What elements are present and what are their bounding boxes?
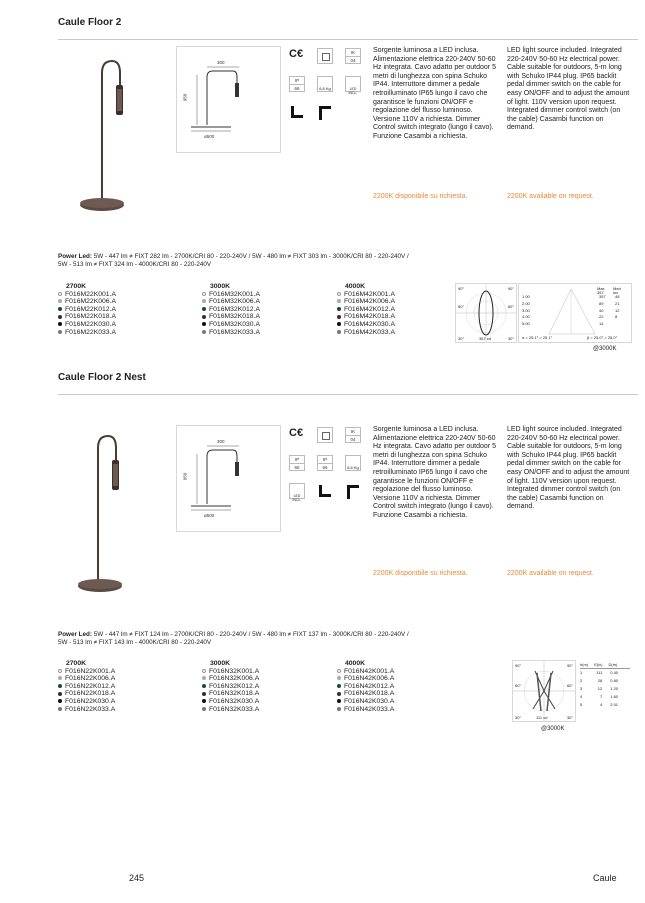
note-english: 2200K available on request.	[507, 570, 594, 577]
code-row: F016M22K030.A	[58, 321, 116, 329]
code-row: F016N32K006.A	[202, 675, 259, 683]
gray-swatch-icon	[58, 707, 62, 711]
dimension-drawing	[177, 426, 280, 531]
weight-icon: 6,8 Kg	[345, 455, 361, 471]
white-swatch-icon	[202, 669, 206, 673]
white-swatch-icon	[58, 292, 62, 296]
light-gray-swatch-icon	[202, 299, 206, 303]
table-max: 357 89 40 22 14	[599, 294, 606, 327]
certification-icons	[289, 427, 361, 527]
code-row: F016M32K018.A	[202, 313, 260, 321]
codes-column-2700k	[58, 283, 116, 336]
description-english: LED light source included. Integrated 220-240V 50-60 Hz electrical power. Cable suitable for outdoors, 5-m long with Schuko IP44 plug. IP65 backlit pedal dimmer switch on the cable for easy ON/OFF and to adjust the amount of light. 110V version upon request. Integrated dimmer control switch (on the cable) Casambi function on demand.	[507, 47, 630, 132]
table-heights: 1.00 2.00 3.00 4.00 5.00	[522, 294, 530, 327]
height-dimension: 950	[182, 472, 188, 481]
green-swatch-icon	[337, 684, 341, 688]
technical-drawing	[176, 46, 281, 153]
product-photo	[60, 430, 150, 600]
green-swatch-icon	[202, 307, 206, 311]
description-english: LED light source included. Integrated 220-240V 50-60 Hz electrical power. Cable suitable for outdoors, 5-m long with Schuko IP44 plug. IP65 backlit pedal dimmer switch on the cable for easy ON/OFF and to adjust the amount of light. 110V version upon request. Integrated dimmer control switch (on the cable) Casambi function on demand.	[507, 426, 630, 511]
power-line-1: 5W - 447 lm ≠ FIXT 282 lm - 2700K/CRI 80 - 220-240V / 5W - 480 lm ≠ FIXT 303 lm - 3000K/CRI 80 - 220-240V /	[91, 253, 409, 260]
weight-icon: 6,8 Kg	[317, 76, 333, 92]
code-row: F016M32K001.A	[202, 291, 260, 299]
brown-swatch-icon	[202, 692, 206, 696]
ik-rating-icon: IK 04	[345, 427, 361, 443]
floor-mount-icon	[317, 485, 331, 499]
led-icon: LED INCL.	[345, 76, 361, 92]
column-header: 3000K	[210, 283, 231, 290]
code-row: F016N22K030.A	[58, 698, 115, 706]
product-title: Caule Floor 2	[58, 17, 122, 28]
wall-mount-icon	[345, 485, 359, 499]
column-header: 4000K	[345, 283, 366, 290]
power-led-info	[58, 253, 638, 269]
code-row: F016M42K018.A	[337, 313, 395, 321]
light-gray-swatch-icon	[58, 299, 62, 303]
code-row: F016M22K018.A	[58, 313, 116, 321]
ik-rating-icon: IK 04	[345, 48, 361, 64]
code-row: F016N42K033.A	[337, 706, 394, 714]
power-label: Power Led:	[58, 253, 92, 260]
white-swatch-icon	[58, 669, 62, 673]
power-line-2: 5W - 513 lm ≠ FIXT 324 lm - 4000K/CRI 80 - 220-240V	[58, 261, 212, 268]
light-gray-swatch-icon	[58, 676, 62, 680]
height-dimension: 950	[182, 93, 188, 102]
code-row: F016M22K001.A	[58, 291, 116, 299]
green-swatch-icon	[58, 307, 62, 311]
description-italian: Sorgente luminosa a LED inclusa. Alimentazione elettrica 220-240V 50-60 Hz integrata. Cavo adatto per outdoor 5 metri di lunghezza con spina Schuko IP44. Interruttore dimmer a pedale retroilluminato IP65 lungo il cavo che garantisce le funzioni ON/OFF e regolazione del flusso luminoso. Versione 110V a richiesta. Dimmer Control switch integrato (lungo il cavo). Funzione Casambi a richiesta.	[373, 47, 496, 140]
code-row: F016N42K001.A	[337, 668, 394, 676]
code-row: F016M32K012.A	[202, 306, 260, 314]
black-swatch-icon	[202, 699, 206, 703]
photometric-label: @3000K	[593, 346, 617, 352]
code-row: F016N32K033.A	[202, 706, 259, 714]
light-gray-swatch-icon	[337, 299, 341, 303]
gray-swatch-icon	[202, 707, 206, 711]
code-row: F016M22K033.A	[58, 329, 116, 337]
ce-mark-icon: C€	[289, 48, 304, 60]
light-gray-swatch-icon	[337, 676, 341, 680]
ip-rating-icon: IP 66	[289, 76, 305, 92]
codes-column-4000k	[337, 660, 394, 713]
code-row: F016M22K012.A	[58, 306, 116, 314]
candela-value: 111 cd	[536, 715, 548, 720]
code-row: F016N42K030.A	[337, 698, 394, 706]
page-number: 245	[129, 873, 145, 883]
brown-swatch-icon	[58, 692, 62, 696]
section-name: Caule	[593, 873, 617, 883]
code-row: F016N32K001.A	[202, 668, 259, 676]
ce-mark-icon: C€	[289, 427, 304, 439]
code-row: F016N22K006.A	[58, 675, 115, 683]
codes-column-3000k	[202, 660, 259, 713]
code-row: F016N42K006.A	[337, 675, 394, 683]
codes-column-4000k	[337, 283, 395, 336]
illuminance-table: Max Med 357 lux 1.00 2.00 3.00 4.00 5.00 357 89 40 22 14 48 21 12 8 α = 25.1° = 25.1° β = 25.0° = 25.0°	[518, 283, 632, 343]
light-gray-swatch-icon	[202, 676, 206, 680]
column-header: 2700K	[66, 283, 87, 290]
green-swatch-icon	[337, 307, 341, 311]
column-header: 2700K	[66, 660, 87, 667]
certification-icons	[289, 48, 361, 128]
title-divider	[58, 394, 638, 395]
code-row: F016N32K018.A	[202, 690, 259, 698]
title-divider	[58, 39, 638, 40]
class-ii-icon	[317, 427, 333, 443]
wall-mount-icon	[317, 106, 331, 120]
ip-rating-icon-2: IP 66	[317, 455, 333, 471]
brown-swatch-icon	[58, 315, 62, 319]
width-dimension: 300	[217, 439, 225, 444]
led-icon: LED INCL.	[289, 483, 305, 499]
illuminance-table: h(m) E(lx) D(m) 1 2 3 4 5 111 28 12 7 4 0.40 0.80 1.20 1.60 2.01	[580, 662, 630, 709]
black-swatch-icon	[202, 322, 206, 326]
base-dimension: ø500	[204, 134, 215, 139]
code-row: F016N32K030.A	[202, 698, 259, 706]
code-row: F016N42K018.A	[337, 690, 394, 698]
technical-drawing	[176, 425, 281, 532]
ip-rating-icon: IP 65	[289, 455, 305, 471]
polar-curve-graphic	[513, 661, 575, 721]
column-header: 4000K	[345, 660, 366, 667]
brown-swatch-icon	[337, 692, 341, 696]
width-dimension: 300	[217, 60, 225, 65]
table-med: 48 21 12 8	[615, 294, 620, 320]
code-row: F016N32K012.A	[202, 683, 259, 691]
floor-mount-icon	[289, 106, 303, 120]
power-label: Power Led:	[58, 631, 92, 638]
note-italian: 2200K disponibile su richiesta.	[373, 570, 468, 577]
dimension-drawing	[177, 47, 280, 152]
black-swatch-icon	[58, 699, 62, 703]
product-photo	[60, 55, 150, 215]
code-row: F016N22K012.A	[58, 683, 115, 691]
code-row: F016M32K033.A	[202, 329, 260, 337]
code-row: F016N22K018.A	[58, 690, 115, 698]
code-row: F016N42K012.A	[337, 683, 394, 691]
code-row: F016M32K006.A	[202, 298, 260, 306]
column-header: 3000K	[210, 660, 231, 667]
green-swatch-icon	[58, 684, 62, 688]
code-row: F016N22K033.A	[58, 706, 115, 714]
polar-diagram: 90° 90° 60° 60° 30° 30° 111 cd	[512, 660, 576, 722]
base-dimension: ø500	[204, 513, 215, 518]
white-swatch-icon	[337, 669, 341, 673]
white-swatch-icon	[202, 292, 206, 296]
candela-value: 357 cd	[479, 336, 492, 341]
code-row: F016M42K001.A	[337, 291, 395, 299]
code-row: F016M42K006.A	[337, 298, 395, 306]
white-swatch-icon	[337, 292, 341, 296]
code-row: F016M42K012.A	[337, 306, 395, 314]
black-swatch-icon	[337, 699, 341, 703]
codes-column-3000k	[202, 283, 260, 336]
power-line-1: 5W - 447 lm ≠ FIXT 124 lm - 2700K/CRI 80 - 220-240V / 5W - 480 lm ≠ FIXT 137 lm - 3000K/CRI 80 - 220-240V /	[91, 631, 409, 638]
description-italian: Sorgente luminosa a LED inclusa. Alimentazione elettrica 220-240V 50-60 Hz integrata. Cavo adatto per outdoor 5 metri di lunghezza con spina Schuko IP44. Interruttore dimmer a pedale retroilluminato IP65 lungo il cavo che garantisce le funzioni ON/OFF e regolazione del flusso luminoso. Versione 110V a richiesta. Dimmer Control switch integrato (lungo il cavo). Funzione Casambi a richiesta.	[373, 426, 496, 519]
gray-swatch-icon	[337, 707, 341, 711]
photometric-label: @3000K	[541, 726, 565, 732]
code-row: F016N22K001.A	[58, 668, 115, 676]
power-led-info	[58, 631, 638, 647]
code-row: F016M42K033.A	[337, 329, 395, 337]
black-swatch-icon	[337, 322, 341, 326]
note-english: 2200K available on request.	[507, 193, 594, 200]
power-line-2: 5W - 513 lm ≠ FIXT 143 lm - 4000K/CRI 80 - 220-240V	[58, 639, 212, 646]
brown-swatch-icon	[202, 315, 206, 319]
class-ii-icon	[317, 48, 333, 64]
note-italian: 2200K disponibile su richiesta.	[373, 193, 468, 200]
black-swatch-icon	[58, 322, 62, 326]
gray-swatch-icon	[202, 330, 206, 334]
polar-diagram: 90° 90° 60° 60° 30° 30° 357 cd	[455, 283, 517, 343]
brown-swatch-icon	[337, 315, 341, 319]
code-row: F016M42K030.A	[337, 321, 395, 329]
codes-column-2700k	[58, 660, 115, 713]
gray-swatch-icon	[337, 330, 341, 334]
polar-curve-graphic	[456, 284, 516, 342]
gray-swatch-icon	[58, 330, 62, 334]
code-row: F016M32K030.A	[202, 321, 260, 329]
code-row: F016M22K006.A	[58, 298, 116, 306]
green-swatch-icon	[202, 684, 206, 688]
product-title: Caule Floor 2 Nest	[58, 372, 146, 383]
